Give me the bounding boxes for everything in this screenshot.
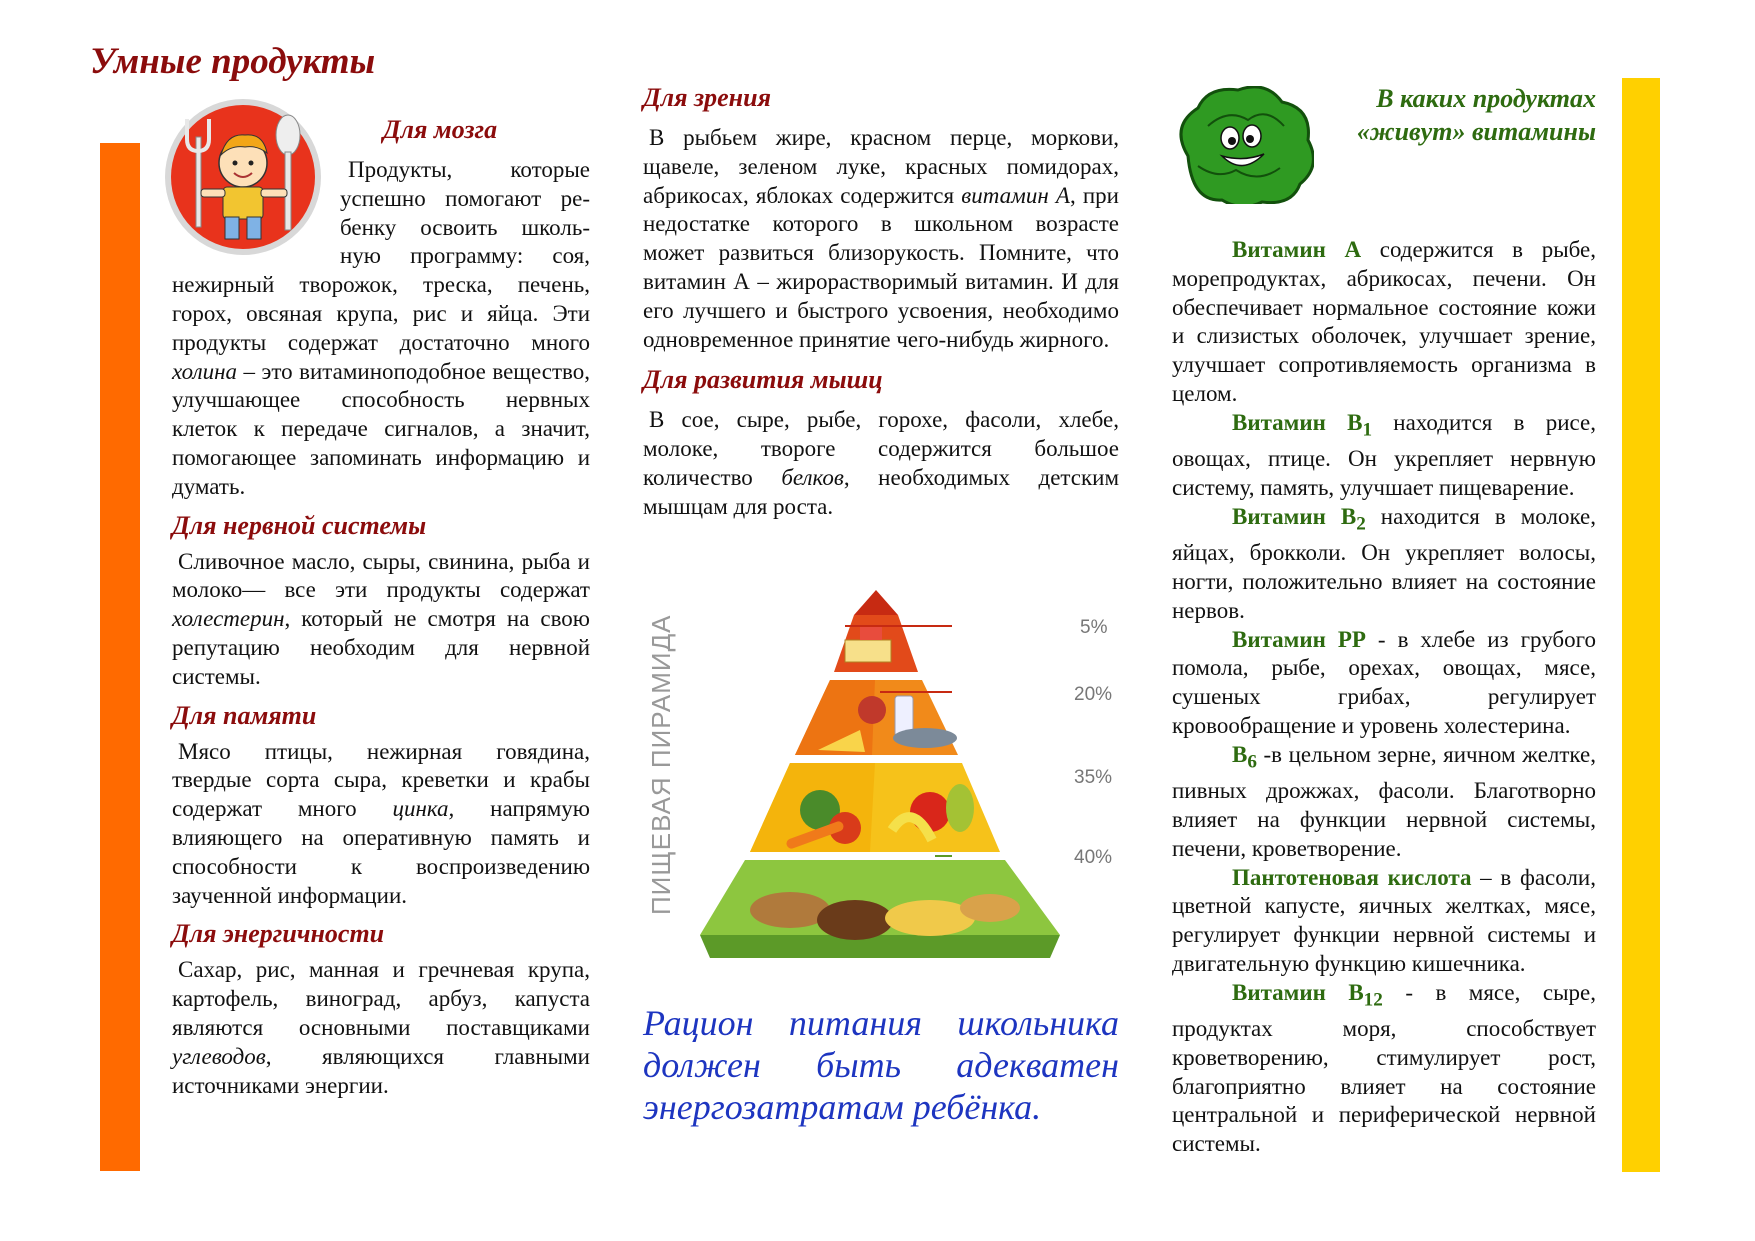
vitamin-name: Витамин А (1232, 237, 1362, 262)
vitamins-title-line-1: В каких продуктах (1376, 84, 1596, 113)
page-title: Умные продукты (90, 41, 376, 82)
pyramid-level-35: 35% (1074, 767, 1113, 788)
vitamin-entry: $В_6$ -в цельном зерне, яичном желтке, пивных дрожжах, фасоли. Благотворно влияет на функции нервной системы, печени, кроветворение. (1172, 741, 1596, 861)
section-heading-energy: Для энергичности (172, 919, 385, 949)
vitamins-title (1260, 82, 1596, 148)
brain-line-1: Продукты, которые (348, 157, 590, 182)
slogan: Рацион питания школьника должен быть адекватен энергозатратам ребёнка. (643, 1003, 1119, 1127)
vitamin-entry: Витамин РР - в хлебе из грубого помола, рыбе, орехах, овощах, мясе, сушеных грибах, регулирует кровообращение и уровень холестерина. (1172, 626, 1596, 738)
brain-line-2: успешно помогают ре- (340, 185, 590, 211)
vitamin-name: Витамин $В_{12}$ (1232, 979, 1383, 1011)
section-heading-brain: Для мозга (382, 115, 498, 144)
brain-line-4: ную программу: соя, (340, 243, 590, 269)
vitamin-entry: Витамин $В_2$ находится в молоке, яйцах, брокколи. Он укрепляет волосы, ногти, положительно влияет на состояние нервов. (1172, 503, 1596, 623)
section-heading-memory: Для памяти (172, 700, 317, 730)
brain-line-3: бенку освоить школь- (340, 214, 590, 240)
pyramid-label: ПИЩЕВАЯ ПИРАМИДА (646, 614, 676, 915)
vitamin-entry: Витамин А содержится в рыбе, морепродуктах, абрикосах, печени. Он обеспечивает нормальное состояние кожи и слизистых оболочек, улучшает зрение, улучшает сопротивляемость организма в целом. (1172, 237, 1597, 406)
vitamins-title-line-2: «живут» витамины (1356, 117, 1596, 146)
orange-side-bar (100, 143, 140, 1171)
right-column (1172, 236, 1596, 1159)
vitamin-entry: Витамин $В_{12}$ - в мясе, сыре, продуктах моря, способствует кроветворению, стимулирует рост, благоприятно влияет на состояние центральной и периферической нервной системы. (1172, 979, 1596, 1157)
left-column (172, 114, 590, 1100)
memory-text: Мясо птицы, нежирная говядина, твердые сорта сыра, креветки и крабы содержат много цинка, напрямую влияющего на оперативную память и способности к воспроизведению заученной информации. (172, 738, 590, 908)
vitamin-entry: Витамин $В_1$ находится в рисе, овощах, птице. Он укрепляет нервную систему, память, улучшает пищеварение. (1172, 409, 1596, 500)
muscles-text: В сое, сыре, рыбе, горохе, фасоли, хлебе, молоке, твороге содержится большое количество белков, необходимых детским мышцам для роста. (643, 407, 1119, 519)
vision-text: В рыбьем жире, красном перце, моркови, щавеле, зеленом луке, красных помидорах, абрикосах, яблоках содержится витамин А, при недостатке которого в школьном возрасте может развиться близорукость. Помните, что витамин А – жирорастворимый витамин. И для его лучшего и быстрого усвоения, необходимо одновременное принятие чего-нибудь жирного. (643, 125, 1119, 352)
brain-text: нежирный творожок, треска, печень, горох, овсяная крупа, рис и яйца. Эти продукты содержат достаточно много холина – это витаминоподобное вещество, улучшающее способность нервных клеток к передаче сигналов, а значит, помогающее запоминать информацию и думать. (172, 272, 590, 499)
nerve-text: Сливочное масло, сыры, свинина, рыба и молоко— все эти продукты содержат холестерин, который не смотря на свою репутацию необходим для нервной системы. (172, 548, 590, 689)
yellow-side-bar (1622, 78, 1660, 1172)
section-heading-nerve: Для нервной системы (172, 510, 427, 540)
energy-text: Сахар, рис, манная и гречневая крупа, картофель, виноград, арбуз, капуста являются основными поставщиками углеводов, являющихся главными источниками энергии. (172, 957, 590, 1098)
vitamin-entry: Пантотеновая кислота – в фасоли, цветной капусте, яичных желтках, мясе, регулирует функции нервной системы и двигательную функцию кишечника. (1172, 864, 1596, 976)
vitamin-name: Витамин РР (1232, 626, 1366, 652)
vitamin-name: Пантотеновая кислота (1232, 864, 1472, 890)
middle-column (643, 82, 1119, 522)
pyramid-level-40: 40% (1074, 847, 1113, 868)
vitamin-name: Витамин $В_1$ (1232, 409, 1373, 441)
pyramid-level-20: 20% (1074, 684, 1113, 705)
section-heading-muscles: Для развития мышц (643, 365, 883, 395)
vitamin-name: Витамин $В_2$ (1232, 503, 1366, 535)
pyramid-level-5: 5% (1080, 617, 1108, 638)
vitamin-name: $В_6$ (1232, 741, 1257, 773)
food-pyramid-illustration (640, 590, 1130, 960)
section-heading-vision: Для зрения (643, 83, 771, 112)
